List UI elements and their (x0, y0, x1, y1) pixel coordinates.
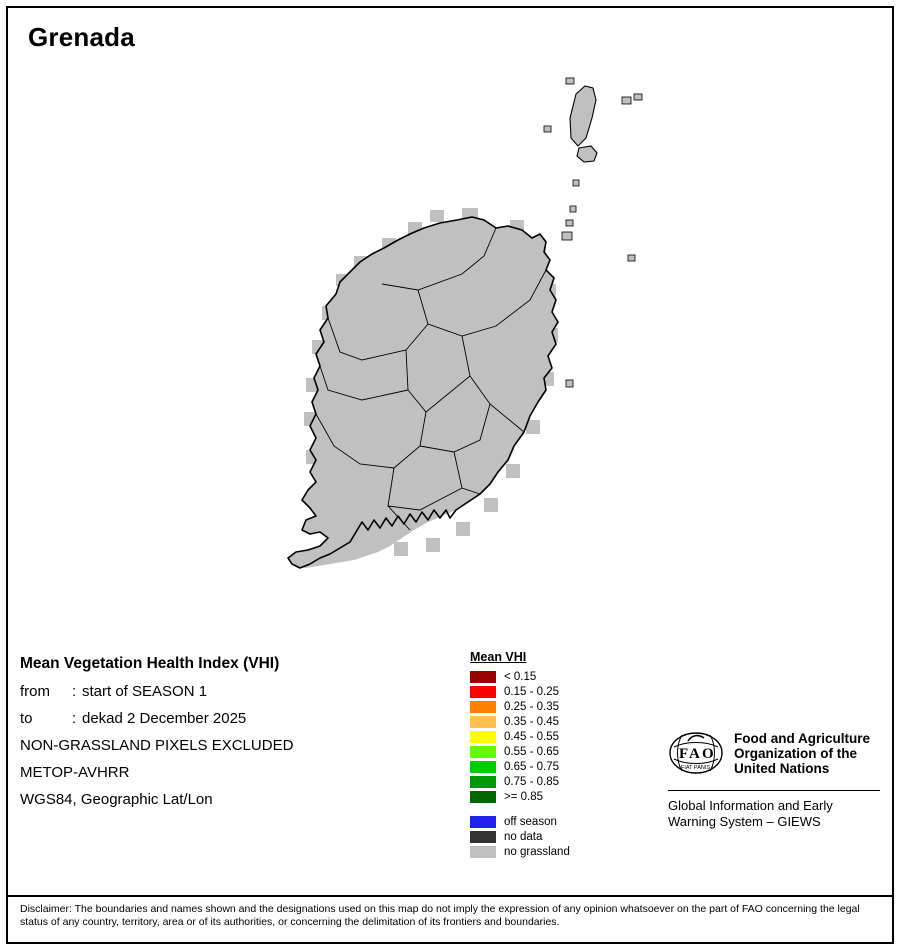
fao-org-line-2: Organization of the (734, 745, 857, 761)
page-title: Grenada (28, 22, 135, 52)
legend-swatch (470, 791, 496, 803)
legend-swatch (470, 761, 496, 773)
legend-swatch (470, 686, 496, 698)
legend-item (470, 729, 650, 744)
legend-title: Mean VHI (470, 650, 527, 664)
legend-item-off-season (470, 814, 650, 829)
info-sep-from: : (72, 683, 77, 700)
legend-item (470, 789, 650, 804)
fao-logo-icon (668, 725, 724, 781)
legend-label: 0.75 - 0.85 (504, 775, 559, 788)
legend-item (470, 684, 650, 699)
legend-swatch (470, 716, 496, 728)
svg-text:A: A (689, 746, 700, 762)
giews-line-1: Global Information and Early (668, 798, 833, 813)
legend-label: off season (504, 815, 557, 828)
fao-org-line-3: United Nations (734, 760, 830, 776)
info-note-sensor: METOP-AVHRR (20, 764, 130, 781)
legend-swatch (470, 746, 496, 758)
map-info-block (20, 655, 450, 818)
fao-org-line-1: Food and Agriculture (734, 730, 870, 746)
info-note-pixels: NON-GRASSLAND PIXELS EXCLUDED (20, 737, 294, 754)
legend-label: 0.15 - 0.25 (504, 685, 559, 698)
legend-item (470, 774, 650, 789)
giews-label (668, 798, 888, 830)
legend-swatch (470, 816, 496, 828)
info-row-to (20, 710, 450, 727)
legend-label: 0.25 - 0.35 (504, 700, 559, 713)
legend-label: 0.35 - 0.45 (504, 715, 559, 728)
fao-branding (668, 725, 888, 830)
legend-label: < 0.15 (504, 670, 537, 683)
legend-swatch (470, 731, 496, 743)
legend-item-no-data (470, 829, 650, 844)
disclaimer-text: Disclaimer: The boundaries and names shown and the designations used on this map do not imply the expression of any opinion whatsoever on the part of FAO concerning the legal status of any country, territory, area or of its authorities, or concerning the delimitation of its frontiers and boundaries. (20, 903, 860, 928)
legend-label: 0.65 - 0.75 (504, 760, 559, 773)
fao-header (668, 725, 888, 781)
legend (470, 650, 650, 859)
legend-label: no grassland (504, 845, 570, 858)
info-sep-to: : (72, 710, 77, 727)
svg-text:FIAT PANIS: FIAT PANIS (681, 765, 711, 771)
info-label-from: from (20, 683, 50, 700)
legend-swatch (470, 776, 496, 788)
info-row-from (20, 683, 450, 700)
giews-line-2: Warning System – GIEWS (668, 814, 821, 829)
map-product-title: Mean Vegetation Health Index (VHI) (20, 655, 280, 672)
legend-spacer (470, 804, 650, 814)
legend-item-no-grassland (470, 844, 650, 859)
legend-item (470, 699, 650, 714)
info-note-projection: WGS84, Geographic Lat/Lon (20, 791, 213, 808)
info-value-from: start of SEASON 1 (82, 683, 208, 700)
svg-text:F: F (679, 746, 689, 762)
legend-item (470, 759, 650, 774)
legend-item (470, 744, 650, 759)
fao-organization-name (734, 731, 870, 776)
info-label-to: to (20, 710, 33, 727)
svg-text:O: O (702, 746, 714, 762)
legend-swatch (470, 701, 496, 713)
legend-swatch (470, 831, 496, 843)
legend-swatch (470, 671, 496, 683)
legend-item (470, 714, 650, 729)
disclaimer-divider (8, 895, 892, 897)
legend-label: 0.55 - 0.65 (504, 745, 559, 758)
fao-divider (668, 790, 880, 791)
legend-label: 0.45 - 0.55 (504, 730, 559, 743)
map-canvas (10, 60, 890, 630)
legend-item (470, 669, 650, 684)
legend-swatch (470, 846, 496, 858)
map-island-carriacou (544, 78, 642, 387)
legend-label: no data (504, 830, 543, 843)
legend-label: >= 0.85 (504, 790, 544, 803)
info-value-to: dekad 2 December 2025 (82, 710, 247, 727)
